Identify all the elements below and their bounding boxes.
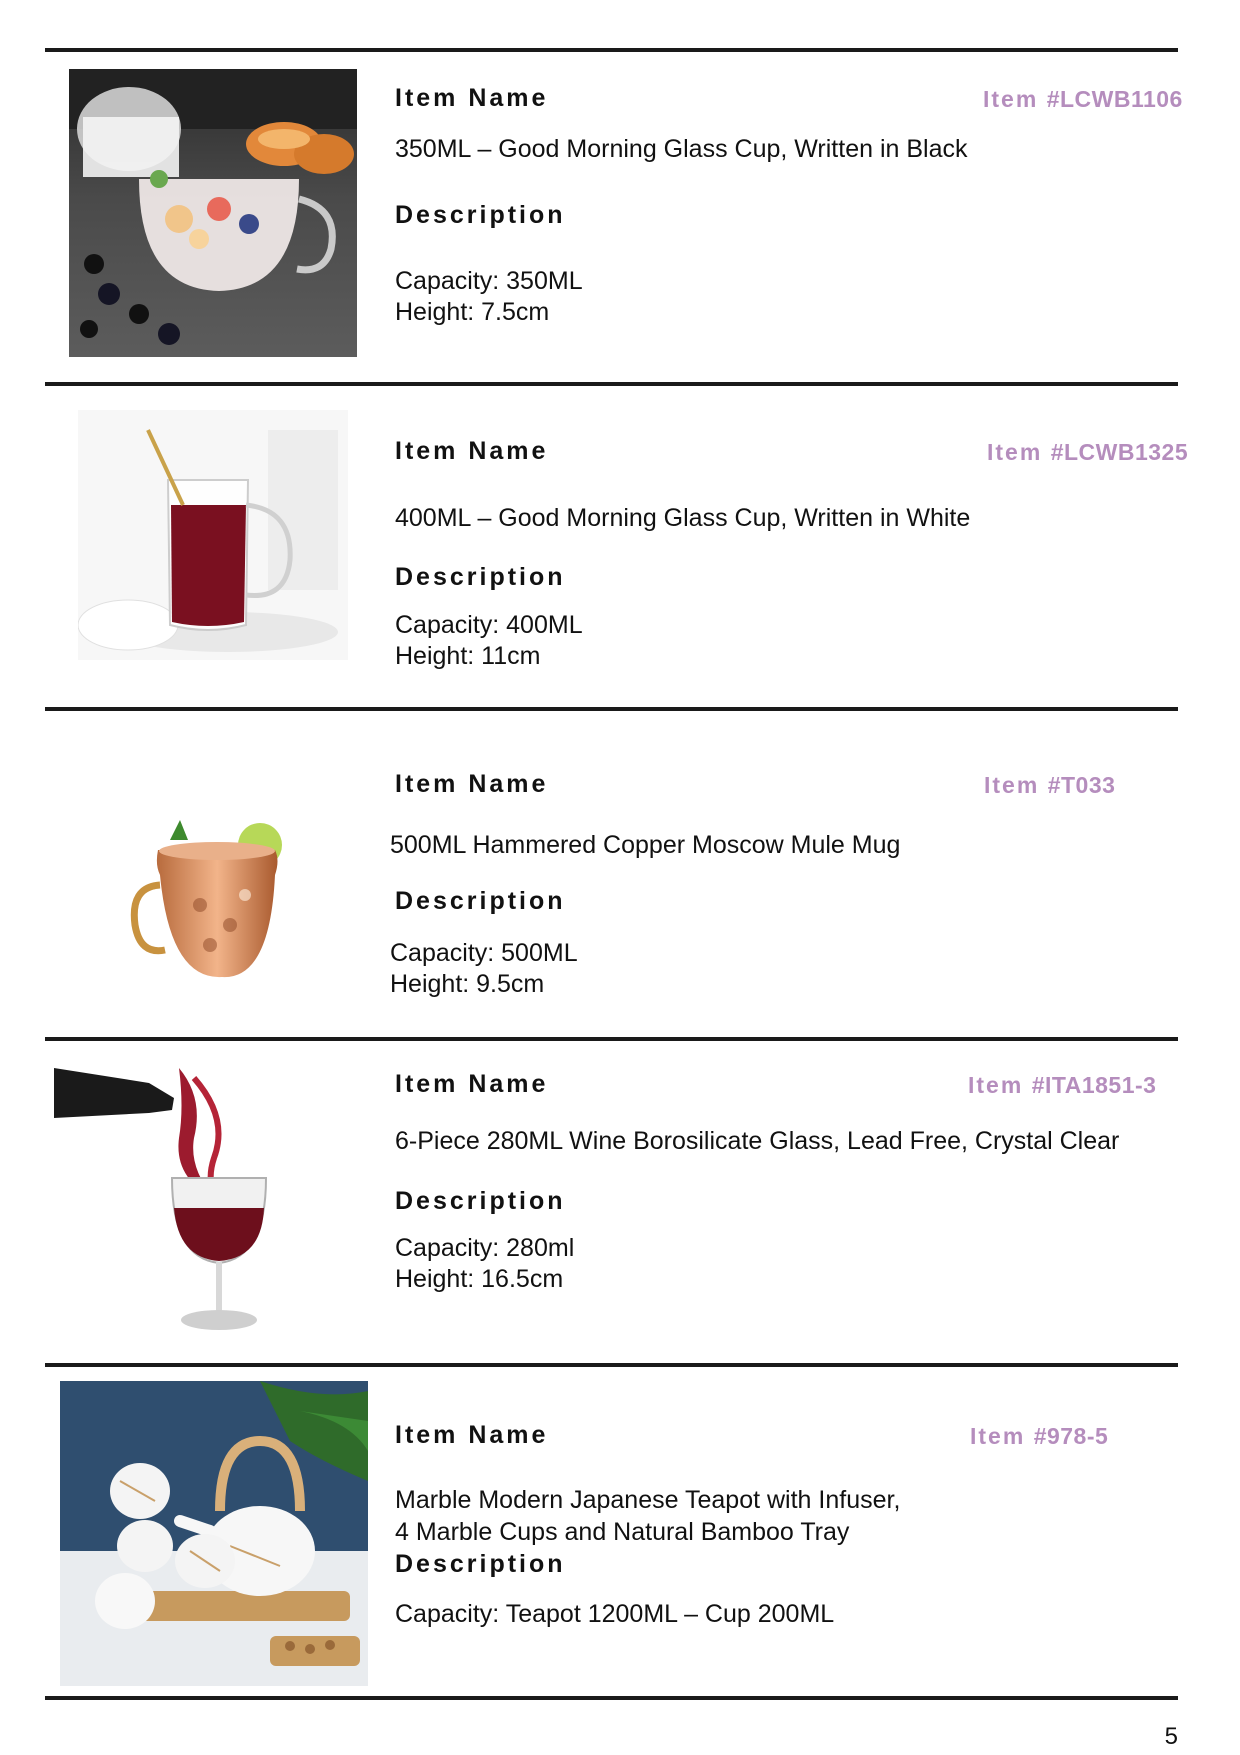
item-number-value: #ITA1851-3 [1031,1072,1157,1098]
item-number [983,86,1183,113]
divider-4 [45,1363,1178,1367]
divider-top [45,48,1178,52]
item-name: 350ML – Good Morning Glass Cup, Written in Black [395,135,968,163]
copper-moscow-mule-mug-photo [130,815,290,985]
item-name-label: Item Name [395,1421,549,1449]
item-name: 500ML Hammered Copper Moscow Mule Mug [390,831,901,859]
item-name-line-2: 4 Marble Cups and Natural Bamboo Tray [395,1518,850,1546]
divider-3 [45,1037,1178,1041]
spec-height: Height: 16.5cm [395,1265,564,1293]
spec-capacity: Capacity: 280ml [395,1234,575,1262]
item-name: 400ML – Good Morning Glass Cup, Written in White [395,504,971,532]
wine-glass-pour-photo [54,1058,294,1346]
item-number-prefix: Item [983,86,1039,112]
item-number-prefix: Item [987,439,1043,465]
item-name-label: Item Name [395,1070,549,1098]
divider-2 [45,707,1178,711]
spec-capacity: Capacity: 350ML [395,267,583,295]
item-number-value: #T033 [1047,772,1116,798]
item-name-label: Item Name [395,84,549,112]
item-number-value: #LCWB1325 [1050,439,1189,465]
item-number [987,439,1188,466]
description-label: Description [395,1187,566,1215]
description-label: Description [395,201,566,229]
description-label: Description [395,1550,566,1578]
item-number-value: #LCWB1106 [1046,86,1183,112]
spec-height: Height: 7.5cm [395,298,550,326]
item-number-prefix: Item [984,772,1040,798]
spec-capacity: Capacity: 400ML [395,611,583,639]
item-name-line-1: Marble Modern Japanese Teapot with Infuser, [395,1486,901,1514]
item-name-label: Item Name [395,437,549,465]
page-number: 5 [1164,1723,1178,1750]
good-morning-glass-cup-white-photo [78,410,348,660]
divider-1 [45,382,1178,386]
item-number-value: #978-5 [1033,1423,1109,1449]
item-name-label: Item Name [395,770,549,798]
item-number-prefix: Item [968,1072,1024,1098]
item-name: 6-Piece 280ML Wine Borosilicate Glass, Lead Free, Crystal Clear [395,1127,1120,1155]
description-label: Description [395,563,566,591]
item-number [984,772,1115,799]
item-number [970,1423,1108,1450]
marble-teapot-set-photo [60,1381,368,1686]
good-morning-glass-cup-black-photo [69,69,357,357]
spec-height: Height: 11cm [395,642,541,670]
spec-height: Height: 9.5cm [390,970,545,998]
item-number-prefix: Item [970,1423,1026,1449]
spec-capacity: Capacity: 500ML [390,939,578,967]
description-label: Description [395,887,566,915]
spec-capacity: Capacity: Teapot 1200ML – Cup 200ML [395,1600,835,1628]
divider-bottom [45,1696,1178,1700]
item-number [968,1072,1156,1099]
